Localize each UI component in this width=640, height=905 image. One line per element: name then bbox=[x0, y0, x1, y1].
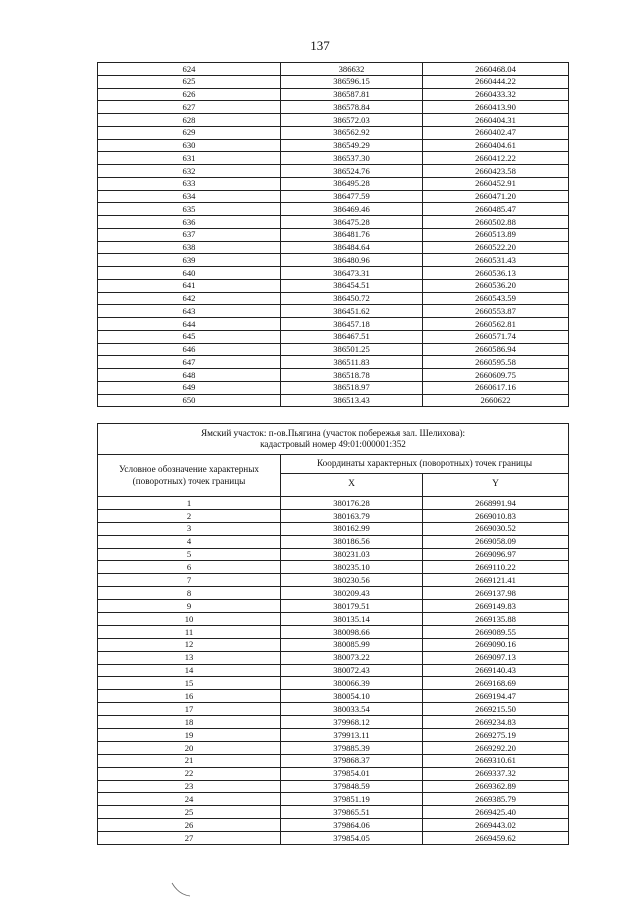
point-number-cell: 21 bbox=[98, 754, 281, 767]
point-number-cell: 10 bbox=[98, 613, 281, 626]
x-coordinate-cell: 386549.29 bbox=[281, 139, 423, 152]
y-coordinate-cell: 2660444.22 bbox=[423, 75, 569, 88]
table-row bbox=[98, 587, 569, 600]
y-coordinate-cell: 2669089.55 bbox=[423, 625, 569, 638]
x-coordinate-cell: 386450.72 bbox=[281, 292, 423, 305]
table-row bbox=[98, 75, 569, 88]
y-coordinate-cell: 2660553.87 bbox=[423, 305, 569, 318]
y-coordinate-cell: 2660513.89 bbox=[423, 228, 569, 241]
table-row bbox=[98, 638, 569, 651]
x-coordinate-cell: 380235.10 bbox=[281, 561, 423, 574]
point-number-cell: 630 bbox=[98, 139, 281, 152]
y-coordinate-cell: 2669194.47 bbox=[423, 690, 569, 703]
point-number-cell: 27 bbox=[98, 832, 281, 845]
x-coordinate-cell: 379848.59 bbox=[281, 780, 423, 793]
x-coordinate-cell: 386475.28 bbox=[281, 216, 423, 229]
point-number-cell: 636 bbox=[98, 216, 281, 229]
y-coordinate-cell: 2660543.59 bbox=[423, 292, 569, 305]
point-number-cell: 9 bbox=[98, 600, 281, 613]
point-number-cell: 640 bbox=[98, 267, 281, 280]
y-coordinate-cell: 2669215.50 bbox=[423, 703, 569, 716]
table-row bbox=[98, 369, 569, 382]
x-coordinate-cell: 386501.25 bbox=[281, 343, 423, 356]
x-coordinate-cell: 386451.62 bbox=[281, 305, 423, 318]
point-number-cell: 632 bbox=[98, 165, 281, 178]
point-number-cell: 11 bbox=[98, 625, 281, 638]
point-number-cell: 627 bbox=[98, 101, 281, 114]
page-number: 137 bbox=[310, 38, 330, 53]
point-number-cell: 13 bbox=[98, 651, 281, 664]
x-coordinate-cell: 386518.97 bbox=[281, 381, 423, 394]
x-coordinate-cell: 379865.51 bbox=[281, 806, 423, 819]
table-row bbox=[98, 177, 569, 190]
y-coordinate-cell: 2669292.20 bbox=[423, 741, 569, 754]
table-row bbox=[98, 228, 569, 241]
x-coordinate-cell: 380098.66 bbox=[281, 625, 423, 638]
x-coordinate-cell: 386578.84 bbox=[281, 101, 423, 114]
point-number-cell: 19 bbox=[98, 729, 281, 742]
point-number-cell: 650 bbox=[98, 394, 281, 407]
table-row bbox=[98, 126, 569, 139]
x-coordinate-cell: 386632 bbox=[281, 63, 423, 76]
point-number-cell: 628 bbox=[98, 114, 281, 127]
x-coordinate-cell: 386587.81 bbox=[281, 88, 423, 101]
x-coordinate-cell: 386477.59 bbox=[281, 190, 423, 203]
table-row bbox=[98, 139, 569, 152]
table-row bbox=[98, 625, 569, 638]
point-number-cell: 20 bbox=[98, 741, 281, 754]
x-coordinate-cell: 386473.31 bbox=[281, 267, 423, 280]
table-row bbox=[98, 574, 569, 587]
table-row bbox=[98, 279, 569, 292]
table-row bbox=[98, 356, 569, 369]
point-number-cell: 633 bbox=[98, 177, 281, 190]
table-row bbox=[98, 318, 569, 331]
point-number-cell: 642 bbox=[98, 292, 281, 305]
table-row bbox=[98, 548, 569, 561]
coordinates-table-continued bbox=[97, 62, 569, 407]
y-coordinate-cell: 2660536.20 bbox=[423, 279, 569, 292]
y-coordinate-cell: 2669110.22 bbox=[423, 561, 569, 574]
point-number-cell: 643 bbox=[98, 305, 281, 318]
table-row bbox=[98, 165, 569, 178]
x-coordinate-cell: 386495.28 bbox=[281, 177, 423, 190]
point-number-cell: 647 bbox=[98, 356, 281, 369]
table-row bbox=[98, 613, 569, 626]
x-coordinate-cell: 380162.99 bbox=[281, 522, 423, 535]
y-coordinate-cell: 2669135.88 bbox=[423, 613, 569, 626]
point-number-cell: 25 bbox=[98, 806, 281, 819]
y-coordinate-cell: 2660423.58 bbox=[423, 165, 569, 178]
x-coordinate-cell: 386457.18 bbox=[281, 318, 423, 331]
y-coordinate-cell: 2660617.16 bbox=[423, 381, 569, 394]
table-row bbox=[98, 716, 569, 729]
point-number-cell: 644 bbox=[98, 318, 281, 331]
table-row bbox=[98, 343, 569, 356]
point-number-cell: 6 bbox=[98, 561, 281, 574]
x-coordinate-cell: 379913.11 bbox=[281, 729, 423, 742]
point-number-cell: 635 bbox=[98, 203, 281, 216]
y-coordinate-cell: 2668991.94 bbox=[423, 497, 569, 510]
x-coordinate-cell: 386467.51 bbox=[281, 330, 423, 343]
x-coordinate-cell: 386562.92 bbox=[281, 126, 423, 139]
point-number-cell: 17 bbox=[98, 703, 281, 716]
table-row bbox=[98, 677, 569, 690]
table-row bbox=[98, 101, 569, 114]
x-coordinate-cell: 380163.79 bbox=[281, 509, 423, 522]
y-coordinate-cell: 2660609.75 bbox=[423, 369, 569, 382]
x-coordinate-cell: 380176.28 bbox=[281, 497, 423, 510]
table-title-line1: Ямский участок: п-ов.Пьягина (участок побережья зал. Шелихова): bbox=[200, 427, 466, 438]
point-number-cell: 18 bbox=[98, 716, 281, 729]
table-row bbox=[98, 63, 569, 76]
y-coordinate-cell: 2660586.94 bbox=[423, 343, 569, 356]
table-row bbox=[98, 394, 569, 407]
x-coordinate-cell: 386518.78 bbox=[281, 369, 423, 382]
y-coordinate-cell: 2660562.81 bbox=[423, 318, 569, 331]
y-coordinate-cell: 2669337.32 bbox=[423, 767, 569, 780]
table-row bbox=[98, 561, 569, 574]
y-coordinate-cell: 2669010.83 bbox=[423, 509, 569, 522]
table-row bbox=[98, 190, 569, 203]
table-row bbox=[98, 703, 569, 716]
y-coordinate-cell: 2669090.16 bbox=[423, 638, 569, 651]
point-number-cell: 26 bbox=[98, 819, 281, 832]
y-coordinate-cell: 2660412.22 bbox=[423, 152, 569, 165]
x-coordinate-cell: 386524.76 bbox=[281, 165, 423, 178]
x-coordinate-cell: 386513.43 bbox=[281, 394, 423, 407]
y-coordinate-cell: 2669443.02 bbox=[423, 819, 569, 832]
x-coordinate-cell: 380073.22 bbox=[281, 651, 423, 664]
y-coordinate-cell: 2669168.69 bbox=[423, 677, 569, 690]
table-row bbox=[98, 497, 569, 510]
point-number-cell: 626 bbox=[98, 88, 281, 101]
pen-mark-icon bbox=[170, 880, 192, 898]
y-coordinate-cell: 2669058.09 bbox=[423, 535, 569, 548]
point-number-cell: 24 bbox=[98, 793, 281, 806]
x-coordinate-cell: 380054.10 bbox=[281, 690, 423, 703]
y-coordinate-cell: 2669096.97 bbox=[423, 548, 569, 561]
y-coordinate-cell: 2660531.43 bbox=[423, 254, 569, 267]
table-row bbox=[98, 509, 569, 522]
table-row bbox=[98, 330, 569, 343]
x-coordinate-cell: 379868.37 bbox=[281, 754, 423, 767]
point-number-cell: 8 bbox=[98, 587, 281, 600]
point-number-cell: 14 bbox=[98, 664, 281, 677]
table-row bbox=[98, 729, 569, 742]
x-coordinate-cell: 380186.56 bbox=[281, 535, 423, 548]
table-row bbox=[98, 114, 569, 127]
table-row bbox=[98, 522, 569, 535]
point-number-cell: 3 bbox=[98, 522, 281, 535]
point-number-cell: 22 bbox=[98, 767, 281, 780]
y-coordinate-cell: 2660536.13 bbox=[423, 267, 569, 280]
table-row bbox=[98, 152, 569, 165]
table-row bbox=[98, 241, 569, 254]
x-coordinate-cell: 380179.51 bbox=[281, 600, 423, 613]
table-row bbox=[98, 203, 569, 216]
table-row bbox=[98, 88, 569, 101]
table-title-line2: кадастровый номер 49:01:000001:352 bbox=[260, 439, 406, 449]
y-coordinate-cell: 2660502.88 bbox=[423, 216, 569, 229]
y-coordinate-cell: 2660413.90 bbox=[423, 101, 569, 114]
table-row bbox=[98, 254, 569, 267]
x-coordinate-cell: 380209.43 bbox=[281, 587, 423, 600]
table-row bbox=[98, 690, 569, 703]
x-coordinate-cell: 380033.54 bbox=[281, 703, 423, 716]
y-coordinate-cell: 2660452.91 bbox=[423, 177, 569, 190]
y-coordinate-cell: 2660433.32 bbox=[423, 88, 569, 101]
x-coordinate-cell: 379854.01 bbox=[281, 767, 423, 780]
point-number-cell: 634 bbox=[98, 190, 281, 203]
table-row bbox=[98, 267, 569, 280]
table-row bbox=[98, 535, 569, 548]
y-coordinate-cell: 2669385.79 bbox=[423, 793, 569, 806]
y-coordinate-cell: 2660471.20 bbox=[423, 190, 569, 203]
table-title bbox=[98, 424, 569, 455]
table-row bbox=[98, 600, 569, 613]
y-coordinate-cell: 2669362.89 bbox=[423, 780, 569, 793]
y-coordinate-cell: 2660404.61 bbox=[423, 139, 569, 152]
y-coordinate-cell: 2669234.83 bbox=[423, 716, 569, 729]
y-coordinate-cell: 2669459.62 bbox=[423, 832, 569, 845]
x-coordinate-cell: 380072.43 bbox=[281, 664, 423, 677]
y-coordinate-cell: 2660622 bbox=[423, 394, 569, 407]
point-number-cell: 637 bbox=[98, 228, 281, 241]
point-number-cell: 624 bbox=[98, 63, 281, 76]
y-coordinate-cell: 2660485.47 bbox=[423, 203, 569, 216]
point-number-cell: 4 bbox=[98, 535, 281, 548]
y-coordinate-cell: 2669310.61 bbox=[423, 754, 569, 767]
point-number-cell: 23 bbox=[98, 780, 281, 793]
x-coordinate-cell: 380135.14 bbox=[281, 613, 423, 626]
point-number-cell: 15 bbox=[98, 677, 281, 690]
point-number-cell: 638 bbox=[98, 241, 281, 254]
y-coordinate-cell: 2669140.43 bbox=[423, 664, 569, 677]
y-coordinate-cell: 2660595.58 bbox=[423, 356, 569, 369]
x-coordinate-cell: 379968.12 bbox=[281, 716, 423, 729]
x-coordinate-cell: 386511.83 bbox=[281, 356, 423, 369]
x-coordinate-cell: 386537.30 bbox=[281, 152, 423, 165]
y-header: Y bbox=[423, 474, 569, 497]
x-coordinate-cell: 379885.39 bbox=[281, 741, 423, 754]
table-row bbox=[98, 741, 569, 754]
coordinates-table-yamsky bbox=[97, 423, 569, 845]
y-coordinate-cell: 2669097.13 bbox=[423, 651, 569, 664]
y-coordinate-cell: 2669425.40 bbox=[423, 806, 569, 819]
table-row bbox=[98, 664, 569, 677]
x-coordinate-cell: 379864.06 bbox=[281, 819, 423, 832]
table-row bbox=[98, 806, 569, 819]
x-coordinate-cell: 386596.15 bbox=[281, 75, 423, 88]
x-coordinate-cell: 380230.56 bbox=[281, 574, 423, 587]
table-row bbox=[98, 832, 569, 845]
point-number-cell: 12 bbox=[98, 638, 281, 651]
y-coordinate-cell: 2660404.31 bbox=[423, 114, 569, 127]
point-number-cell: 645 bbox=[98, 330, 281, 343]
x-coordinate-cell: 386469.46 bbox=[281, 203, 423, 216]
point-number-cell: 5 bbox=[98, 548, 281, 561]
x-coordinate-cell: 380066.39 bbox=[281, 677, 423, 690]
point-number-cell: 1 bbox=[98, 497, 281, 510]
table-row bbox=[98, 381, 569, 394]
point-number-cell: 629 bbox=[98, 126, 281, 139]
point-number-cell: 625 bbox=[98, 75, 281, 88]
point-number-cell: 649 bbox=[98, 381, 281, 394]
x-coordinate-cell: 386480.96 bbox=[281, 254, 423, 267]
table-row bbox=[98, 819, 569, 832]
y-coordinate-cell: 2660571.74 bbox=[423, 330, 569, 343]
y-coordinate-cell: 2669137.98 bbox=[423, 587, 569, 600]
table-row bbox=[98, 754, 569, 767]
point-number-cell: 641 bbox=[98, 279, 281, 292]
y-coordinate-cell: 2660468.04 bbox=[423, 63, 569, 76]
point-number-cell: 631 bbox=[98, 152, 281, 165]
table-row bbox=[98, 216, 569, 229]
y-coordinate-cell: 2669030.52 bbox=[423, 522, 569, 535]
table-row bbox=[98, 767, 569, 780]
x-coordinate-cell: 386481.76 bbox=[281, 228, 423, 241]
x-coordinate-cell: 380085.99 bbox=[281, 638, 423, 651]
x-header: X bbox=[281, 474, 423, 497]
y-coordinate-cell: 2669121.41 bbox=[423, 574, 569, 587]
point-designation-header: Условное обозначение характерных (поворотных) точек границы bbox=[98, 455, 281, 497]
table-row bbox=[98, 292, 569, 305]
x-coordinate-cell: 380231.03 bbox=[281, 548, 423, 561]
y-coordinate-cell: 2669275.19 bbox=[423, 729, 569, 742]
table-row bbox=[98, 651, 569, 664]
x-coordinate-cell: 379854.05 bbox=[281, 832, 423, 845]
table-row bbox=[98, 305, 569, 318]
x-coordinate-cell: 386484.64 bbox=[281, 241, 423, 254]
y-coordinate-cell: 2660522.20 bbox=[423, 241, 569, 254]
x-coordinate-cell: 386572.03 bbox=[281, 114, 423, 127]
coordinates-header: Координаты характерных (поворотных) точек границы bbox=[281, 455, 569, 474]
y-coordinate-cell: 2660402.47 bbox=[423, 126, 569, 139]
point-number-cell: 646 bbox=[98, 343, 281, 356]
table-row bbox=[98, 780, 569, 793]
x-coordinate-cell: 386454.51 bbox=[281, 279, 423, 292]
point-number-cell: 16 bbox=[98, 690, 281, 703]
x-coordinate-cell: 379851.19 bbox=[281, 793, 423, 806]
point-number-cell: 648 bbox=[98, 369, 281, 382]
table-row bbox=[98, 793, 569, 806]
point-number-cell: 2 bbox=[98, 509, 281, 522]
point-number-cell: 639 bbox=[98, 254, 281, 267]
point-number-cell: 7 bbox=[98, 574, 281, 587]
y-coordinate-cell: 2669149.83 bbox=[423, 600, 569, 613]
